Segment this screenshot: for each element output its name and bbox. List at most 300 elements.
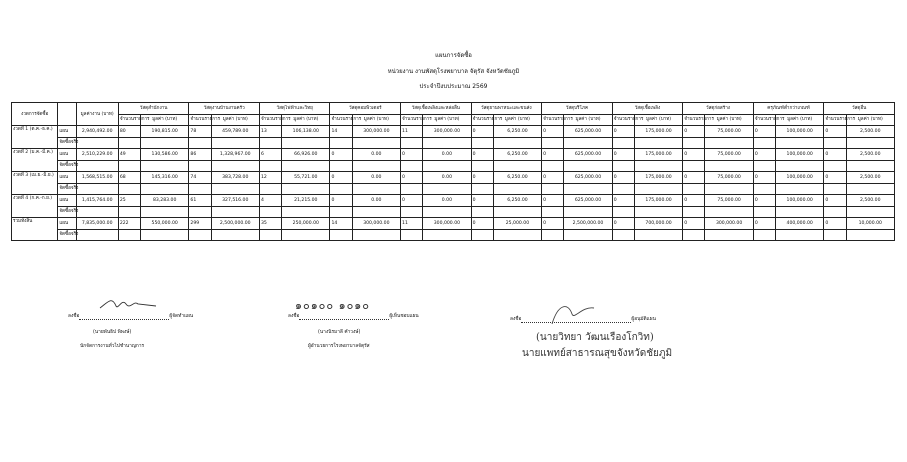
- sign-prefix-2: ลงชื่อ: [288, 314, 300, 319]
- empty-cell: [282, 229, 330, 241]
- signer-name-2: (นางนิรมาลี คำวงษ์): [318, 330, 361, 335]
- qty-cell: 80: [118, 126, 140, 138]
- subheader-qty: จำนวนรายการ: [189, 114, 211, 126]
- value-cell: 175,000.00: [634, 172, 682, 184]
- value-cell: 459,789.00: [211, 126, 259, 138]
- subheader-qty: จำนวนรายการ: [401, 114, 423, 126]
- qty-cell: 14: [330, 218, 352, 230]
- header-budget: มูลค่างาน (บาท): [76, 103, 118, 126]
- signature-scribble-3: [548, 300, 598, 328]
- empty-cell: [401, 137, 423, 149]
- empty-cell: [471, 229, 493, 241]
- signature-line-2: [288, 314, 419, 320]
- qty-cell: 25: [118, 195, 140, 207]
- empty-cell: [612, 183, 634, 195]
- empty-cell: [705, 160, 753, 172]
- empty-cell: [423, 183, 471, 195]
- signature-line-1: [68, 314, 193, 320]
- empty-cell: [330, 206, 352, 218]
- subheader-qty: จำนวนรายการ: [753, 114, 775, 126]
- qty-cell: 299: [189, 218, 211, 230]
- subheader-qty: จำนวนรายการ: [259, 114, 281, 126]
- header-category: วัสดุเชื้อเพลิงและหล่อลื่น: [401, 103, 472, 115]
- empty-cell: [775, 160, 823, 172]
- value-cell: 145,316.00: [141, 172, 189, 184]
- period-cell: งวดที่ 4 (ก.ค.-ก.ย.): [12, 195, 58, 218]
- empty-cell: [634, 229, 682, 241]
- qty-cell: 0: [612, 218, 634, 230]
- empty-cell: [705, 183, 753, 195]
- empty-cell: [824, 229, 846, 241]
- empty-cell: [753, 183, 775, 195]
- empty-cell: [259, 137, 281, 149]
- qty-cell: 0: [683, 126, 705, 138]
- value-cell: 100,000.00: [775, 149, 823, 161]
- empty-cell: [211, 160, 259, 172]
- sign-prefix-3: ลงชื่อ: [510, 317, 522, 322]
- empty-cell: [330, 160, 352, 172]
- signature-scribble-1: [98, 292, 158, 314]
- sign-role-3: ผู้อนุมัติแผน: [631, 317, 656, 322]
- actual-label: จัดซื้อจริง: [58, 160, 76, 172]
- empty-cell: [846, 206, 894, 218]
- value-cell: 625,000.00: [564, 172, 612, 184]
- value-cell: 1,328,967.00: [211, 149, 259, 161]
- qty-cell: 0: [753, 218, 775, 230]
- qty-cell: 49: [118, 149, 140, 161]
- empty-cell: [118, 229, 140, 241]
- signature-line-3: [510, 317, 656, 323]
- budget-cell: 7,835,000.00: [76, 218, 118, 230]
- value-cell: 106,138.00: [282, 126, 330, 138]
- value-cell: 2,500.00: [846, 172, 894, 184]
- header-category: วัสดุยานพาหนะและขนส่ง: [471, 103, 542, 115]
- empty-cell: [352, 183, 400, 195]
- doc-year: ประจำปีงบประมาณ 2569: [419, 83, 488, 90]
- value-cell: 75,000.00: [705, 195, 753, 207]
- table-row-actual: [12, 160, 895, 172]
- qty-cell: 0: [401, 172, 423, 184]
- empty-cell: [189, 206, 211, 218]
- table-row-actual: [12, 137, 895, 149]
- qty-cell: 0: [612, 149, 634, 161]
- empty-cell: [634, 160, 682, 172]
- empty-cell: [282, 160, 330, 172]
- qty-cell: 0: [401, 195, 423, 207]
- empty-cell: [753, 137, 775, 149]
- empty-cell: [401, 160, 423, 172]
- subheader-value: มูลค่า (บาท): [634, 114, 682, 126]
- empty-cell: [542, 229, 564, 241]
- value-cell: 75,000.00: [705, 149, 753, 161]
- qty-cell: 0: [683, 149, 705, 161]
- value-cell: 300,000.00: [352, 218, 400, 230]
- empty-cell: [493, 160, 541, 172]
- qty-cell: 0: [612, 172, 634, 184]
- empty-cell: [824, 137, 846, 149]
- empty-cell: [683, 160, 705, 172]
- value-cell: 6,250.00: [493, 149, 541, 161]
- empty-cell: [564, 229, 612, 241]
- empty-cell: [634, 183, 682, 195]
- empty-cell: [612, 137, 634, 149]
- table-row-plan: [12, 126, 895, 138]
- header-category: วัสดุก่อสร้าง: [683, 103, 754, 115]
- empty-cell: [141, 183, 189, 195]
- value-cell: 6,250.00: [493, 195, 541, 207]
- qty-cell: 61: [189, 195, 211, 207]
- subheader-value: มูลค่า (บาท): [493, 114, 541, 126]
- signer-position-2: ผู้อำนวยการโรงพยาบาลจัตุรัส: [308, 344, 370, 349]
- empty-cell: [683, 137, 705, 149]
- qty-cell: 0: [542, 126, 564, 138]
- value-cell: 0.00: [352, 149, 400, 161]
- plan-label: แผน: [58, 149, 76, 161]
- value-cell: 625,000.00: [564, 126, 612, 138]
- value-cell: 75,000.00: [705, 126, 753, 138]
- table-row-plan: [12, 218, 895, 230]
- value-cell: 55,721.00: [282, 172, 330, 184]
- value-cell: 130,586.00: [141, 149, 189, 161]
- header-category: วัสดุงานบ้านงานครัว: [189, 103, 260, 115]
- empty-cell: [753, 206, 775, 218]
- empty-cell: [141, 229, 189, 241]
- empty-cell: [141, 160, 189, 172]
- empty-cell: [423, 206, 471, 218]
- empty-cell: [423, 160, 471, 172]
- table-row-plan: [12, 172, 895, 184]
- value-cell: 0.00: [352, 195, 400, 207]
- empty-cell: [141, 206, 189, 218]
- qty-cell: 6: [259, 149, 281, 161]
- empty-cell: [189, 229, 211, 241]
- table-subheader-row: [12, 114, 895, 126]
- empty-cell: [211, 206, 259, 218]
- empty-cell: [846, 160, 894, 172]
- empty-cell: [493, 229, 541, 241]
- qty-cell: 4: [259, 195, 281, 207]
- empty-cell: [612, 229, 634, 241]
- empty-cell: [493, 137, 541, 149]
- value-cell: 100,000.00: [775, 126, 823, 138]
- subheader-qty: จำนวนรายการ: [471, 114, 493, 126]
- empty-cell: [259, 206, 281, 218]
- value-cell: 550,000.00: [141, 218, 189, 230]
- header-category: วัสดุไฟฟ้าและวิทยุ: [259, 103, 330, 115]
- qty-cell: 0: [471, 149, 493, 161]
- header-category: ครุภัณฑ์ต่ำกว่าเกณฑ์: [753, 103, 824, 115]
- subheader-value: มูลค่า (บาท): [352, 114, 400, 126]
- qty-cell: 0: [612, 126, 634, 138]
- empty-cell: [775, 137, 823, 149]
- value-cell: 300,000.00: [423, 218, 471, 230]
- empty-cell: [330, 137, 352, 149]
- empty-cell: [282, 137, 330, 149]
- value-cell: 2,500,000.00: [564, 218, 612, 230]
- qty-cell: 68: [118, 172, 140, 184]
- empty-cell: [352, 206, 400, 218]
- qty-cell: 86: [189, 149, 211, 161]
- signer-position-3: นายแพทย์สาธารณสุขจังหวัดชัยภูมิ: [522, 348, 673, 359]
- empty-cell: [612, 206, 634, 218]
- period-cell: รวมทั้งสิ้น: [12, 218, 58, 241]
- qty-cell: 0: [753, 126, 775, 138]
- subheader-qty: จำนวนรายการ: [683, 114, 705, 126]
- empty-cell: [542, 206, 564, 218]
- qty-cell: 0: [824, 218, 846, 230]
- value-cell: 625,000.00: [564, 195, 612, 207]
- plan-label: แผน: [58, 126, 76, 138]
- qty-cell: 0: [824, 195, 846, 207]
- empty-cell: [471, 160, 493, 172]
- value-cell: 100,000.00: [775, 172, 823, 184]
- header-category: วัสดุเชื้อเพลิง: [612, 103, 683, 115]
- empty-cell: [76, 229, 118, 241]
- subheader-value: มูลค่า (บาท): [564, 114, 612, 126]
- empty-cell: [141, 137, 189, 149]
- signer-name-3: (นายวิทยา วัฒนเรืองโกวิท): [536, 332, 654, 343]
- value-cell: 6,250.00: [493, 126, 541, 138]
- qty-cell: 0: [542, 218, 564, 230]
- value-cell: 400,000.00: [775, 218, 823, 230]
- empty-cell: [775, 206, 823, 218]
- qty-cell: 78: [189, 126, 211, 138]
- empty-cell: [423, 229, 471, 241]
- value-cell: 2,500,000.00: [211, 218, 259, 230]
- qty-cell: 74: [189, 172, 211, 184]
- qty-cell: 0: [471, 195, 493, 207]
- value-cell: 10,000.00: [846, 218, 894, 230]
- subheader-value: มูลค่า (บาท): [705, 114, 753, 126]
- empty-cell: [846, 137, 894, 149]
- subheader-qty: จำนวนรายการ: [542, 114, 564, 126]
- value-cell: 100,000.00: [775, 195, 823, 207]
- doc-unit: หน่วยงาน งานพัสดุโรงพยาบาล จัตุรัส จังหวัดชัยภูมิ: [387, 68, 520, 75]
- budget-cell: 1,568,515.00: [76, 172, 118, 184]
- empty-cell: [542, 137, 564, 149]
- empty-cell: [282, 183, 330, 195]
- sign-role-2: ผู้เห็นชอบแผน: [389, 314, 419, 319]
- empty-cell: [352, 160, 400, 172]
- empty-cell: [775, 183, 823, 195]
- empty-cell: [705, 206, 753, 218]
- header-period: งวดการจัดซื้อ: [12, 103, 58, 126]
- empty-cell: [423, 137, 471, 149]
- empty-cell: [824, 183, 846, 195]
- value-cell: 383,728.00: [211, 172, 259, 184]
- qty-cell: 0: [824, 172, 846, 184]
- qty-cell: 11: [401, 126, 423, 138]
- budget-cell: 1,415,764.00: [76, 195, 118, 207]
- subheader-qty: จำนวนรายการ: [824, 114, 846, 126]
- empty-cell: [211, 229, 259, 241]
- actual-label: จัดซื้อจริง: [58, 206, 76, 218]
- value-cell: 6,250.00: [493, 172, 541, 184]
- qty-cell: 35: [259, 218, 281, 230]
- value-cell: 625,000.00: [564, 149, 612, 161]
- empty-cell: [493, 183, 541, 195]
- actual-label: จัดซื้อจริง: [58, 229, 76, 241]
- empty-cell: [118, 160, 140, 172]
- plan-label: แผน: [58, 195, 76, 207]
- empty-cell: [76, 183, 118, 195]
- sign-prefix-1: ลงชื่อ: [68, 314, 80, 319]
- qty-cell: 0: [401, 149, 423, 161]
- qty-cell: 0: [824, 126, 846, 138]
- value-cell: 175,000.00: [634, 195, 682, 207]
- procurement-plan-table: [11, 102, 895, 241]
- empty-cell: [118, 137, 140, 149]
- qty-cell: 0: [542, 195, 564, 207]
- value-cell: 175,000.00: [634, 126, 682, 138]
- empty-cell: [401, 229, 423, 241]
- table-row-plan: [12, 195, 895, 207]
- doc-title: แผนการจัดซื้อ: [435, 52, 472, 59]
- empty-cell: [401, 206, 423, 218]
- signature-handwriting-2: ๑๐๑๐๐ ๑๐๑๐: [295, 299, 370, 312]
- qty-cell: 0: [683, 218, 705, 230]
- actual-label: จัดซื้อจริง: [58, 183, 76, 195]
- qty-cell: 0: [542, 149, 564, 161]
- value-cell: 0.00: [352, 172, 400, 184]
- empty-cell: [705, 229, 753, 241]
- sign-role-1: ผู้จัดทำแผน: [169, 314, 194, 319]
- qty-cell: 0: [753, 172, 775, 184]
- value-cell: 0.00: [423, 172, 471, 184]
- empty-cell: [846, 183, 894, 195]
- qty-cell: 0: [471, 218, 493, 230]
- qty-cell: 0: [612, 195, 634, 207]
- empty-cell: [542, 183, 564, 195]
- plan-label: แผน: [58, 172, 76, 184]
- empty-cell: [705, 137, 753, 149]
- qty-cell: 0: [683, 172, 705, 184]
- value-cell: 0.00: [423, 149, 471, 161]
- empty-cell: [824, 160, 846, 172]
- qty-cell: 14: [330, 126, 352, 138]
- table-header-row: [12, 103, 895, 115]
- empty-cell: [471, 183, 493, 195]
- period-cell: งวดที่ 3 (เม.ย.-มิ.ย.): [12, 172, 58, 195]
- empty-cell: [612, 160, 634, 172]
- empty-cell: [282, 206, 330, 218]
- qty-cell: 11: [401, 218, 423, 230]
- subheader-qty: จำนวนรายการ: [612, 114, 634, 126]
- qty-cell: 13: [259, 126, 281, 138]
- table-row-actual: [12, 183, 895, 195]
- empty-cell: [775, 229, 823, 241]
- empty-cell: [471, 137, 493, 149]
- value-cell: 175,000.00: [634, 149, 682, 161]
- empty-cell: [76, 160, 118, 172]
- value-cell: 75,000.00: [705, 172, 753, 184]
- empty-cell: [471, 206, 493, 218]
- subheader-value: มูลค่า (บาท): [211, 114, 259, 126]
- table-row-actual: [12, 206, 895, 218]
- value-cell: 327,516.00: [211, 195, 259, 207]
- qty-cell: 0: [753, 149, 775, 161]
- empty-cell: [564, 183, 612, 195]
- value-cell: 66,926.00: [282, 149, 330, 161]
- qty-cell: 222: [118, 218, 140, 230]
- value-cell: 300,000.00: [352, 126, 400, 138]
- empty-cell: [76, 206, 118, 218]
- header-category: วัสดุคอมพิวเตอร์: [330, 103, 401, 115]
- empty-cell: [189, 137, 211, 149]
- signer-position-1: นักจัดการงานทั่วไปชำนาญการ: [80, 344, 145, 349]
- empty-cell: [118, 183, 140, 195]
- empty-cell: [352, 137, 400, 149]
- empty-cell: [683, 206, 705, 218]
- empty-cell: [76, 137, 118, 149]
- qty-cell: 0: [330, 172, 352, 184]
- empty-cell: [211, 137, 259, 149]
- value-cell: 300,000.00: [705, 218, 753, 230]
- value-cell: 83,283.00: [141, 195, 189, 207]
- qty-cell: 12: [259, 172, 281, 184]
- subheader-value: มูลค่า (บาท): [282, 114, 330, 126]
- empty-cell: [493, 206, 541, 218]
- empty-cell: [846, 229, 894, 241]
- empty-cell: [634, 137, 682, 149]
- actual-label: จัดซื้อจริง: [58, 137, 76, 149]
- empty-cell: [189, 183, 211, 195]
- subheader-value: มูลค่า (บาท): [775, 114, 823, 126]
- plan-label: แผน: [58, 218, 76, 230]
- empty-cell: [824, 206, 846, 218]
- qty-cell: 0: [471, 126, 493, 138]
- subheader-value: มูลค่า (บาท): [423, 114, 471, 126]
- period-cell: งวดที่ 2 (ม.ค.-มี.ค.): [12, 149, 58, 172]
- value-cell: 0.00: [423, 195, 471, 207]
- table-row-plan: [12, 149, 895, 161]
- empty-cell: [564, 206, 612, 218]
- value-cell: 2,500.00: [846, 195, 894, 207]
- qty-cell: 0: [542, 172, 564, 184]
- empty-cell: [352, 229, 400, 241]
- header-category: วัสดุอื่น: [824, 103, 895, 115]
- qty-cell: 0: [330, 149, 352, 161]
- empty-cell: [683, 183, 705, 195]
- value-cell: 25,000.00: [493, 218, 541, 230]
- value-cell: 2,500.00: [846, 149, 894, 161]
- empty-cell: [259, 183, 281, 195]
- value-cell: 190,815.00: [141, 126, 189, 138]
- value-cell: 700,000.00: [634, 218, 682, 230]
- qty-cell: 0: [330, 195, 352, 207]
- qty-cell: 0: [824, 149, 846, 161]
- empty-cell: [564, 137, 612, 149]
- empty-cell: [634, 206, 682, 218]
- budget-cell: 2,510,229.00: [76, 149, 118, 161]
- empty-cell: [189, 160, 211, 172]
- empty-cell: [118, 206, 140, 218]
- subheader-value: มูลค่า (บาท): [846, 114, 894, 126]
- empty-cell: [564, 160, 612, 172]
- signer-name-1: (นายพันธิป พิพงษ์): [93, 330, 132, 335]
- header-category: วัสดุสำนักงาน: [118, 103, 189, 115]
- value-cell: 21,215.00: [282, 195, 330, 207]
- header-category: วัสดุบริโภค: [542, 103, 613, 115]
- subheader-qty: จำนวนรายการ: [118, 114, 140, 126]
- qty-cell: 0: [753, 195, 775, 207]
- value-cell: 250,000.00: [282, 218, 330, 230]
- empty-cell: [753, 160, 775, 172]
- value-cell: 300,000.00: [423, 126, 471, 138]
- empty-cell: [259, 229, 281, 241]
- empty-cell: [542, 160, 564, 172]
- empty-cell: [753, 229, 775, 241]
